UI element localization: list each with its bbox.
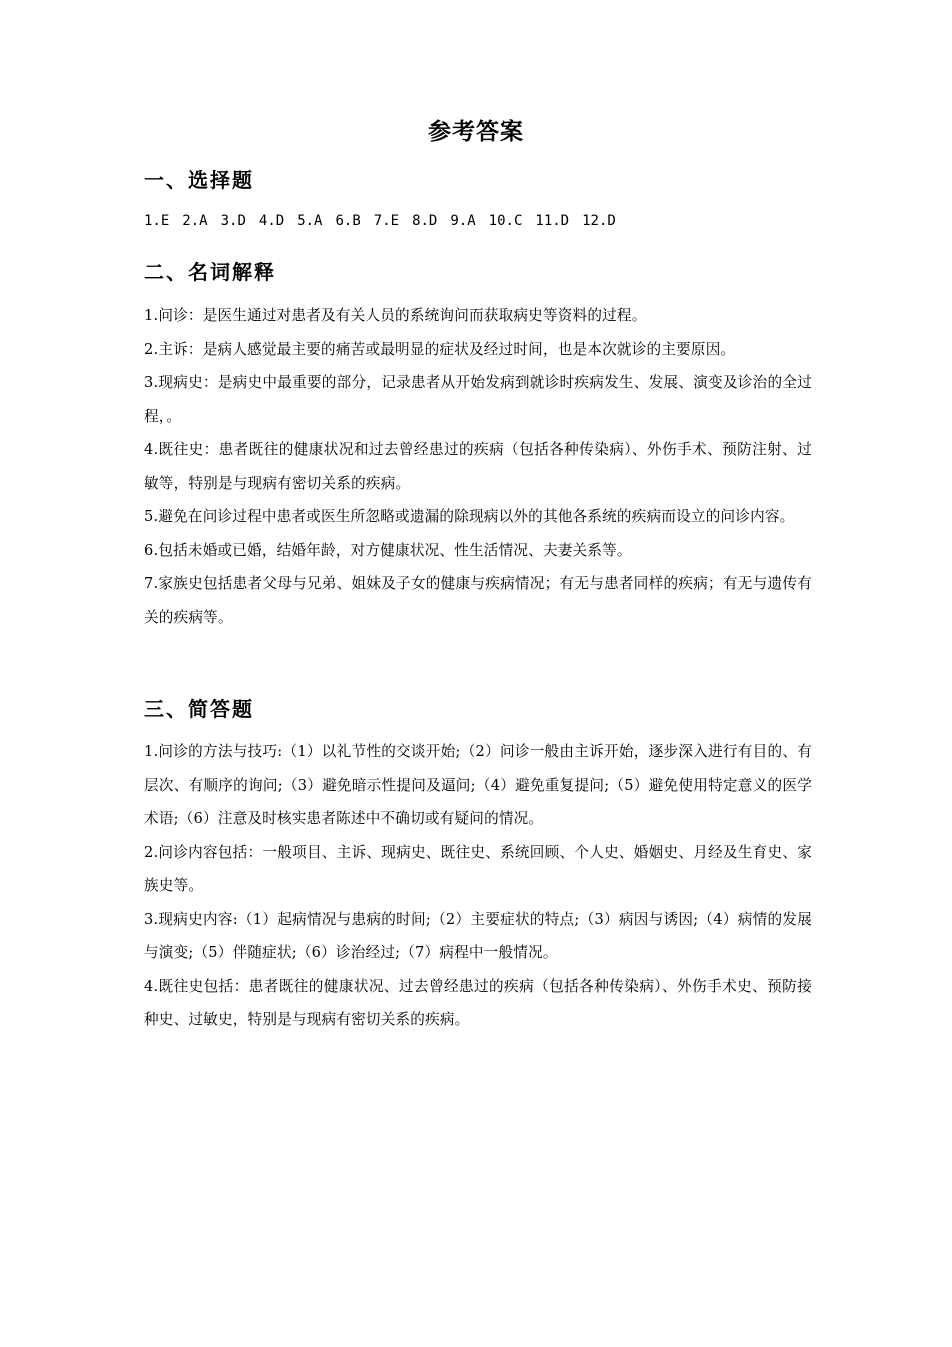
choice-answer: 1.E [144, 213, 170, 229]
term-definition: 5.避免在问诊过程中患者或医生所忽略或遗漏的除现病以外的其他各系统的疾病而设立的问诊内容。 [144, 508, 795, 525]
choice-answer: 2.A [182, 213, 208, 229]
choice-answer: 3.D [220, 213, 246, 229]
choice-answer: 7.E [373, 213, 400, 229]
term-definition: 1.问诊：是医生通过对患者及有关人员的系统询问而获取病史等资料的过程。 [144, 307, 647, 324]
choice-answer: 11.D [535, 213, 570, 229]
choice-answers [144, 209, 616, 233]
term-definition: 4.既往史：患者既往的健康状况和过去曾经患过的疾病（包括各种传染病）、外伤手术、预防注射、过敏等，特别是与现病有密切关系的疾病。 [144, 441, 812, 492]
choice-answer: 5.A [297, 213, 323, 229]
short-answer: 1.问诊的方法与技巧:（1）以礼节性的交谈开始;（2）问诊一般由主诉开始，逐步深入进行有目的、有层次、有顺序的询问;（3）避免暗示性提问及逼问;（4）避免重复提问;（5）避免使用特定意义的医学术语;（6）注意及时核实患者陈述中不确切或有疑问的情况。 [144, 743, 812, 827]
choice-answer: 6.B [335, 213, 361, 229]
section-heading-short-answer: 三、简答题 [144, 697, 254, 721]
section-heading-choice: 一、选择题 [144, 168, 254, 192]
term-definition: 6.包括未婚或已婚，结婚年龄，对方健康状况、性生活情况、夫妻关系等。 [144, 541, 632, 559]
term-definition: 2.主诉：是病人感觉最主要的痛苦或最明显的症状及经过时间，也是本次就诊的主要原因。 [144, 340, 736, 358]
term-definition: 3.现病史：是病史中最重要的部分，记录患者从开始发病到就诊时疾病发生、发展、演变及诊治的全过程，。 [144, 374, 812, 425]
short-answer: 4.既往史包括：患者既往的健康状况、过去曾经患过的疾病（包括各种传染病）、外伤手术史、预防接种史、过敏史，特别是与现病有密切关系的疾病。 [144, 977, 812, 1028]
term-definitions-list [144, 299, 812, 634]
short-answer: 3.现病史内容:（1）起病情况与患病的时间;（2）主要症状的特点;（3）病因与诱因;（4）病情的发展与演变;（5）伴随症状;（6）诊治经过;（7）病程中一般情况。 [144, 910, 812, 961]
short-answer: 2.问诊内容包括：一般项目、主诉、现病史、既往史、系统回顾、个人史、婚姻史、月经及生育史、家族史等。 [144, 843, 812, 894]
choice-answer: 9.A [450, 213, 476, 229]
page-title: 参考答案 [428, 119, 524, 145]
choice-answer: 12.D [582, 213, 616, 229]
term-definition: 7.家族史包括患者父母与兄弟、姐妹及子女的健康与疾病情况；有无与患者同样的疾病；有无与遗传有关的疾病等。 [144, 575, 812, 626]
choice-answer: 4.D [258, 213, 285, 229]
section-heading-terms: 二、名词解释 [144, 260, 276, 284]
choice-answer: 8.D [412, 213, 438, 229]
choice-answer: 10.C [488, 213, 523, 229]
short-answer-list [144, 735, 812, 1037]
